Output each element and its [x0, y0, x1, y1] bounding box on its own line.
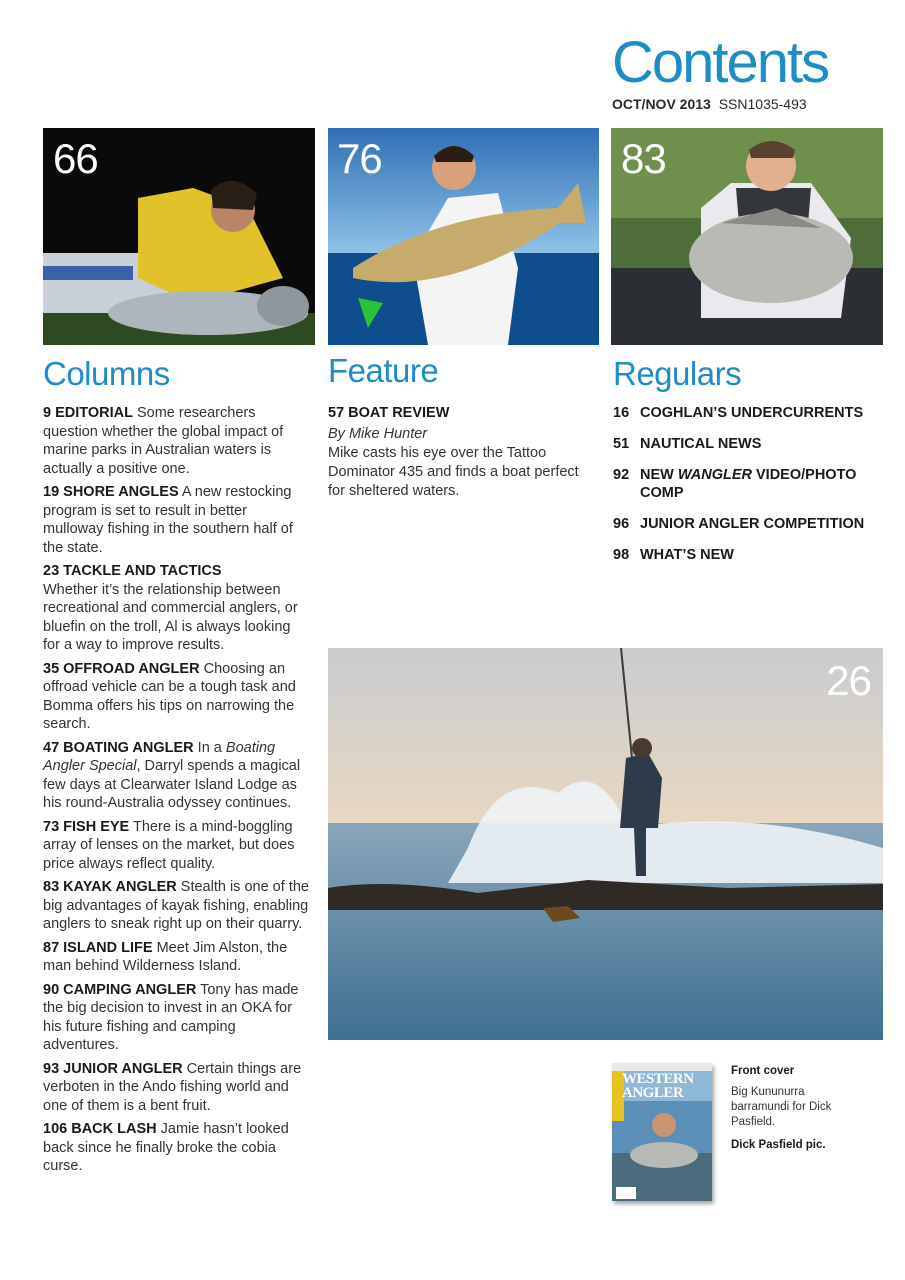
page-ref: 51: [613, 436, 630, 452]
masthead: [612, 30, 828, 112]
feature-heading: Feature: [328, 352, 439, 389]
list-item[interactable]: [43, 1120, 311, 1176]
entry-title: VIDEO/PHOTO COMP: [640, 467, 857, 501]
feature-entry[interactable]: [328, 404, 598, 501]
list-item[interactable]: [43, 939, 311, 976]
list-item[interactable]: [43, 739, 311, 813]
entry-text-pre: In a: [193, 739, 226, 756]
caption-heading: Front cover: [731, 1065, 795, 1077]
photo-page-76[interactable]: [328, 128, 599, 345]
entry-title: 93 JUNIOR ANGLER: [43, 1060, 183, 1077]
entry-title: 106 BACK LASH: [43, 1121, 157, 1137]
list-item[interactable]: [613, 404, 883, 422]
entry-title: NAUTICAL NEWS: [640, 436, 762, 452]
page-ref: 98: [613, 547, 630, 563]
page-ref: 96: [613, 516, 630, 532]
regulars-heading: Regulars: [613, 355, 742, 392]
page-ref: 16: [613, 405, 630, 421]
entry-text: Choosing an offroad vehicle can be a tough task and Bomma offers his tips on narrowing the search.: [43, 660, 296, 732]
entry-title-italic: WANGLER: [677, 467, 752, 483]
list-item[interactable]: [43, 818, 311, 874]
page-number: 83: [621, 135, 666, 182]
entry-text: Stealth is one of the big advantages of kayak fishing, enabling anglers to sneak right up on their quarry.: [43, 879, 309, 932]
issue-date: OCT/NOV 2013: [612, 96, 711, 112]
entry-title: 87 ISLAND LIFE: [43, 939, 153, 956]
photo-page-26[interactable]: [328, 648, 883, 1040]
list-item[interactable]: [43, 404, 311, 478]
entry-text: A new restocking program is set to result in better mulloway fishing in the southern half of the state.: [43, 484, 293, 556]
entry-text: Meet Jim Alston, the man behind Wilderness Island.: [43, 939, 288, 974]
photo-page-83[interactable]: [611, 128, 883, 345]
entry-text: Tony has made the big decision to invest in an OKA for his future fishing and camping adventures.: [43, 981, 299, 1053]
photo-page-66[interactable]: [43, 128, 315, 345]
entry-text: Some researchers question whether the global impact of marine parks in Australian waters is actually a positive one.: [43, 405, 284, 477]
entry-title: 23 TACKLE AND TACTICS: [43, 563, 222, 579]
front-cover-caption: [731, 1064, 861, 1153]
entry-title: 19 SHORE ANGLES: [43, 484, 179, 500]
caption-text: Big Kununurra barramundi for Dick Pasfield.: [731, 1086, 832, 1128]
front-cover-thumbnail[interactable]: [612, 1063, 712, 1201]
page-ref: 92: [613, 467, 630, 483]
list-item[interactable]: [613, 515, 883, 533]
photo-credit: Dick Pasfield pic.: [731, 1139, 826, 1151]
list-item[interactable]: [613, 435, 883, 453]
columns-heading: Columns: [43, 355, 170, 392]
entry-text: Certain things are verboten in the Ando fishing world and one of them is a bent fruit.: [43, 1060, 302, 1114]
entry-title: 9 EDITORIAL: [43, 405, 133, 421]
list-item[interactable]: [613, 466, 883, 502]
entry-text: Jamie hasn’t looked back since he finally broke the cobia curse.: [43, 1121, 289, 1174]
entry-text: Whether it’s the relationship between recreational and commercial anglers, or bluefin on the troll, Al is always looking for a way to improve results.: [43, 581, 298, 653]
list-item[interactable]: [613, 546, 883, 564]
page-title: Contents: [612, 30, 829, 95]
columns-list: [43, 404, 311, 1181]
list-item[interactable]: [43, 1060, 311, 1116]
entry-title: COGHLAN’S UNDERCURRENTS: [640, 405, 864, 421]
entry-title: JUNIOR ANGLER COMPETITION: [640, 516, 865, 532]
regulars-list: [613, 404, 883, 577]
list-item[interactable]: [43, 981, 311, 1055]
rock-casting-image: [328, 648, 883, 1040]
entry-text: Mike casts his eye over the Tattoo Dominator 435 and finds a boat perfect for sheltered waters.: [328, 445, 579, 499]
page-number: 26: [826, 657, 871, 704]
issn: SSN1035-493: [718, 96, 807, 112]
page-number: 66: [53, 135, 98, 182]
entry-title: 83 KAYAK ANGLER: [43, 879, 177, 895]
entry-title: WHAT’S NEW: [640, 547, 734, 563]
entry-title: 57 BOAT REVIEW: [328, 405, 450, 421]
entry-title: 47 BOATING ANGLER: [43, 739, 194, 756]
list-item[interactable]: [43, 483, 311, 557]
entry-title: 90 CAMPING ANGLER: [43, 981, 197, 998]
entry-title-group: [640, 466, 883, 502]
entry-title-pre: NEW: [640, 467, 678, 483]
entry-text: , Darryl spends a magical few days at Clearwater Island Lodge as his round-Australia odyssey continues.: [43, 758, 301, 811]
entry-title: 35 OFFROAD ANGLER: [43, 660, 200, 677]
entry-title: 73 FISH EYE: [43, 818, 130, 835]
entry-text: There is a mind-boggling array of lenses on the market, but does price always reflect quality.: [43, 818, 295, 872]
list-item[interactable]: [43, 660, 311, 734]
entry-text-italic: Boating Angler Special: [43, 739, 276, 774]
byline: By Mike Hunter: [328, 426, 428, 442]
page-number: 76: [337, 135, 382, 182]
list-item[interactable]: [43, 562, 311, 655]
magazine-title: WESTERN ANGLER: [622, 1071, 694, 1101]
list-item[interactable]: [43, 878, 311, 934]
issue-line: [612, 96, 828, 112]
